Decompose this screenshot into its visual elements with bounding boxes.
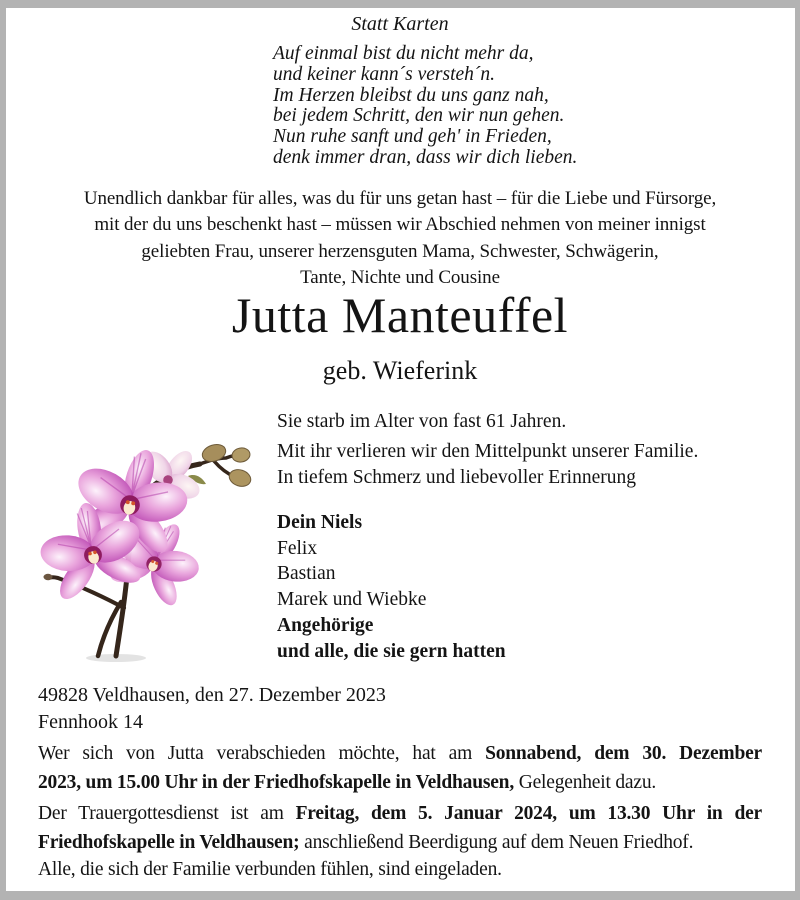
death-statement-line: Mit ihr verlieren wir den Mittelpunkt unserer Familie.: [277, 441, 699, 462]
statt-karten-label: Statt Karten: [351, 13, 449, 35]
viewing-notice-line: 2023, um 15.00 Uhr in der Friedhofskapelle in Veldhausen, Gelegenheit dazu.: [38, 771, 657, 793]
family-member: Angehörige: [277, 614, 374, 636]
scan-border-top: [0, 0, 800, 8]
poem-line: Im Herzen bleibst du uns ganz nah,: [273, 84, 549, 106]
service-notice-line: Der Trauergottesdienst ist am Freitag, dem 5. Januar 2024, um 13.30 Uhr in der: [38, 803, 762, 824]
tribute-line: geliebten Frau, unserer herzensguten Mama, Schwester, Schwägerin,: [141, 240, 659, 262]
tribute-paragraph: [0, 186, 800, 291]
orchid-image: [28, 428, 268, 663]
poem-line: Auf einmal bist du nicht mehr da,: [273, 43, 534, 64]
scan-border-bottom: [0, 891, 800, 900]
scan-border-left: [0, 0, 6, 900]
family-list: [277, 510, 506, 664]
viewing-notice-line: Wer sich von Jutta verabschieden möchte, hat am Sonnabend, dem 30. Dezember: [38, 743, 762, 764]
poem-line: und keiner kann´s versteh´n.: [273, 63, 496, 85]
poem-line: denk immer dran, dass wir dich lieben.: [273, 146, 578, 168]
death-statement: [277, 407, 698, 467]
address-block: [38, 682, 386, 735]
tribute-line: Unendlich dankbar für alles, was du für uns getan hast – für die Liebe und Fürsorge,: [83, 188, 717, 209]
condolence-poem: [273, 44, 577, 169]
family-member: Marek und Wiebke: [277, 589, 427, 611]
tribute-line: mit der du uns beschenkt hast – müssen wir Abschied nehmen von meiner innigst: [94, 214, 706, 236]
maiden-name: geb. Wieferink: [322, 356, 478, 385]
memory-statement: In tiefem Schmerz und liebevoller Erinnerung: [277, 467, 636, 488]
tribute-line: Tante, Nichte und Cousine: [300, 266, 500, 288]
family-member: Felix: [277, 537, 318, 559]
family-member: Bastian: [277, 563, 336, 585]
family-member: Dein Niels: [277, 512, 363, 533]
poem-line: bei jedem Schritt, den wir nun gehen.: [273, 105, 565, 127]
viewing-notice: [38, 740, 762, 797]
place-date-line: 49828 Veldhausen, den 27. Dezember 2023: [38, 684, 386, 706]
street-line: Fennhook 14: [38, 710, 143, 733]
invitation-notice: Alle, die sich der Familie verbunden fühlen, sind eingeladen.: [38, 859, 502, 880]
poem-line: Nun ruhe sanft und geh' in Frieden,: [273, 126, 552, 148]
service-notice: [38, 800, 762, 857]
service-notice-line: Friedhofskapelle in Veldhausen; anschließend Beerdigung auf dem Neuen Friedhof.: [38, 831, 694, 853]
scan-border-right: [795, 0, 800, 900]
deceased-name: Jutta Manteuffel: [231, 287, 569, 343]
family-member: und alle, die sie gern hatten: [277, 640, 506, 662]
death-statement-line: Sie starb im Alter von fast 61 Jahren.: [277, 411, 567, 432]
